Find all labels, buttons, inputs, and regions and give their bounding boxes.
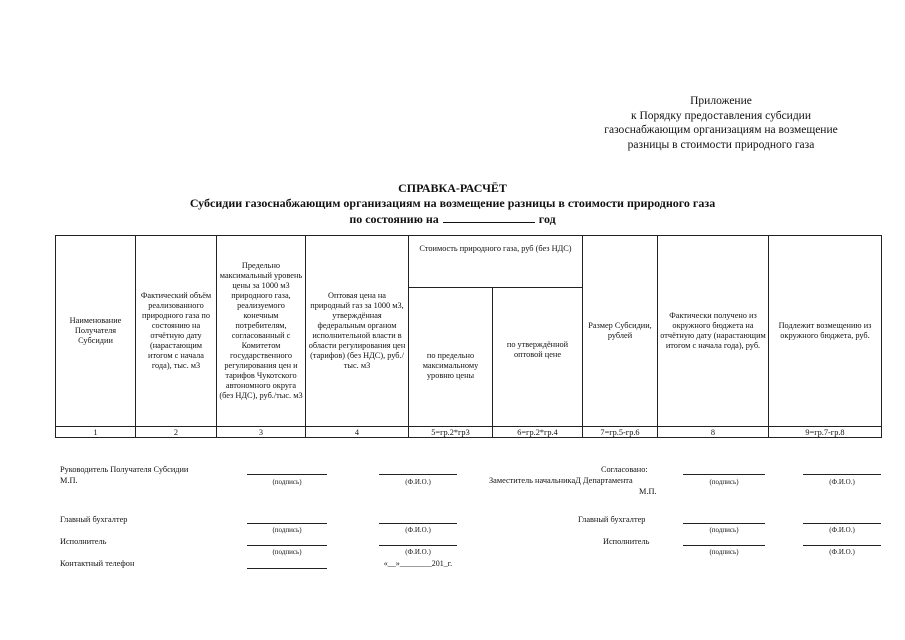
header-gas-cost-group: Стоимость природного газа, руб (без НДС) [409, 236, 583, 288]
contact-phone-line[interactable] [247, 568, 327, 569]
date-suffix: год [538, 212, 556, 226]
document-title: СПРАВКА-РАСЧЁТ [398, 181, 507, 195]
right-executor-signature-line[interactable] [683, 545, 765, 546]
header-to-be-reimbursed: Подлежит возмещению из окружного бюджета, руб. [769, 236, 882, 427]
right-accountant-fio-line[interactable] [803, 523, 881, 524]
right-accountant-signature-line[interactable] [683, 523, 765, 524]
report-date-line [0, 211, 905, 226]
signature-caption: (подпись) [272, 548, 302, 556]
column-number: 9=гр.7-гр.8 [769, 427, 882, 438]
appendix-line-1: Приложение [690, 95, 752, 107]
header-recipient-name: Наименование Получателя Субсидии [56, 236, 136, 427]
header-actual-volume: Фактический объём реализованного природного газа по состоянию на отчётную дату (нарастающим итогом с начала года), тыс. м3 [136, 236, 217, 427]
accountant-fio-line[interactable] [379, 523, 457, 524]
date-prefix: по состоянию на [349, 212, 439, 226]
fio-caption: (Ф.И.О.) [829, 526, 855, 534]
deputy-head-label: Заместитель начальникаД Департамента [489, 476, 633, 485]
header-wholesale-price: Оптовая цена на природный газ за 1000 м3, утверждённая федеральным органом исполнительной власти в области регулирования цен (тарифов) (без НДС), руб./тыс. м3 [306, 236, 409, 427]
header-subsidy-amount: Размер Субсидии, рублей [583, 236, 658, 427]
date-template: «__»________201_г. [383, 559, 453, 568]
date-blank-field[interactable] [443, 211, 535, 223]
signature-caption: (подпись) [709, 526, 739, 534]
document-subtitle: Субсидии газоснабжающим организациям на возмещение разницы в стоимости природного газа [189, 196, 716, 210]
appendix-line-3: газоснабжающим организациям на возмещение [604, 124, 838, 136]
fio-caption: (Ф.И.О.) [405, 526, 431, 534]
fio-caption: (Ф.И.О.) [829, 478, 855, 486]
executor-signature-line[interactable] [247, 545, 327, 546]
column-number: 6=гр.2*гр.4 [493, 427, 583, 438]
head-of-recipient-label: Руководитель Получателя Субсидии [60, 465, 189, 474]
stamp-label-right: М.П. [639, 487, 657, 496]
column-numbers-row [56, 427, 882, 438]
column-number: 8 [658, 427, 769, 438]
appendix-line-2: к Порядку предоставления субсидии [631, 109, 811, 122]
signature-caption: (подпись) [709, 478, 739, 486]
column-number: 1 [56, 427, 136, 438]
contact-phone-label: Контактный телефон [60, 559, 135, 568]
fio-caption: (Ф.И.О.) [405, 478, 431, 486]
calculation-table [55, 235, 882, 438]
header-actually-received: Фактически получено из окружного бюджета на отчётную дату (нарастающим итогом с начала года), руб. [658, 236, 769, 427]
deputy-signature-line[interactable] [683, 474, 765, 475]
column-number: 4 [306, 427, 409, 438]
accountant-signature-line[interactable] [247, 523, 327, 524]
column-number: 5=гр.2*гр3 [409, 427, 493, 438]
executor-label-left: Исполнитель [60, 537, 107, 546]
signature-caption: (подпись) [272, 526, 302, 534]
agreed-label: Согласовано: [601, 465, 648, 474]
chief-accountant-label-left: Главный бухгалтер [60, 515, 128, 524]
header-cost-by-max-price: по предельно максимальному уровню цены [409, 288, 493, 427]
appendix-note [571, 94, 871, 152]
column-number: 2 [136, 427, 217, 438]
header-cost-by-wholesale-price: по утверждённой оптовой цене [493, 288, 583, 427]
deputy-fio-line[interactable] [803, 474, 881, 475]
column-number: 7=гр.5-гр.6 [583, 427, 658, 438]
head-fio-line[interactable] [379, 474, 457, 475]
head-signature-line[interactable] [247, 474, 327, 475]
header-max-price: Предельно максимальный уровень цены за 1000 м3 природного газа, реализуемого конечным потребителям, согласованный с Комитетом государственного регулирования цен и тарифов Чукотского автономного округа (без НДС), руб./тыс. м3 [217, 236, 306, 427]
signature-caption: (подпись) [709, 548, 739, 556]
executor-fio-line[interactable] [379, 545, 457, 546]
stamp-label-left: М.П. [60, 476, 78, 485]
fio-caption: (Ф.И.О.) [405, 548, 431, 556]
fio-caption: (Ф.И.О.) [829, 548, 855, 556]
executor-label-right: Исполнитель [603, 537, 650, 546]
chief-accountant-label-right: Главный бухгалтер [578, 515, 646, 524]
signature-caption: (подпись) [272, 478, 302, 486]
appendix-line-4: разницы в стоимости природного газа [627, 138, 815, 151]
column-number: 3 [217, 427, 306, 438]
right-executor-fio-line[interactable] [803, 545, 881, 546]
